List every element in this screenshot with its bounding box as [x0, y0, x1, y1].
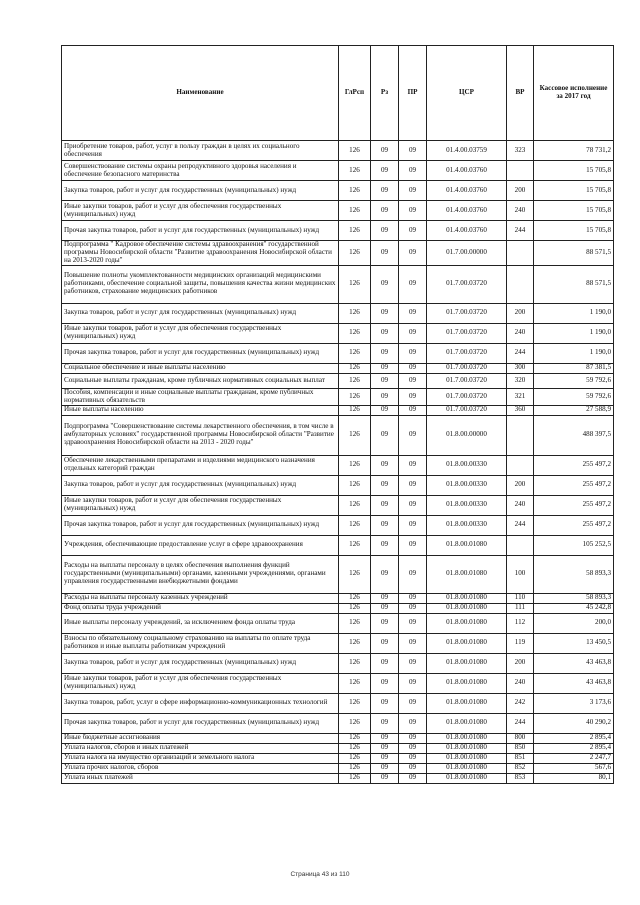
cell-amount: 255 497,2 — [534, 475, 614, 495]
cell-pr: 09 — [399, 743, 427, 753]
cell-amount: 45 242,8 — [534, 603, 614, 613]
cell-csr: 01.8.00.01080 — [427, 773, 507, 783]
cell-pr: 09 — [399, 455, 427, 475]
cell-vr: 242 — [507, 693, 534, 713]
table-row — [62, 343, 614, 363]
cell-rz: 09 — [371, 603, 399, 613]
cell-vr: 200 — [507, 181, 534, 201]
table-row — [62, 593, 614, 603]
cell-vr: 200 — [507, 653, 534, 673]
cell-amount: 1 190,0 — [534, 303, 614, 323]
table-row — [62, 475, 614, 495]
cell-csr: 01.7.00.03720 — [427, 405, 507, 415]
cell-glrsp: 126 — [339, 733, 371, 743]
cell-amount: 15 705,8 — [534, 161, 614, 181]
cell-vr: 119 — [507, 633, 534, 653]
cell-glrsp: 126 — [339, 593, 371, 603]
cell-pr: 09 — [399, 303, 427, 323]
table-row — [62, 303, 614, 323]
cell-pr: 09 — [399, 161, 427, 181]
col-header-glrsp: ГлРсп — [339, 46, 371, 141]
cell-name: Подпрограмма "Совершенствование системы лекарственного обеспечения, в том числе в амбулаторных условиях" государственной программы Новосибирской области "Развитие здравоохранения Новосибирской области на 2013 - 2020 годы" — [62, 415, 339, 455]
cell-rz: 09 — [371, 265, 399, 303]
cell-rz: 09 — [371, 555, 399, 593]
cell-glrsp: 126 — [339, 475, 371, 495]
cell-pr: 09 — [399, 673, 427, 693]
cell-vr: 200 — [507, 475, 534, 495]
cell-rz: 09 — [371, 455, 399, 475]
cell-vr: 321 — [507, 388, 534, 405]
cell-name: Иные выплаты населению — [62, 405, 339, 415]
cell-rz: 09 — [371, 343, 399, 363]
cell-amount: 15 705,8 — [534, 181, 614, 201]
cell-rz: 09 — [371, 388, 399, 405]
cell-vr: 320 — [507, 373, 534, 388]
cell-amount: 13 450,5 — [534, 633, 614, 653]
table-row — [62, 535, 614, 555]
cell-amount: 2 895,4 — [534, 743, 614, 753]
cell-name: Социальные выплаты гражданам, кроме публичных нормативных социальных выплат — [62, 373, 339, 388]
cell-glrsp: 126 — [339, 161, 371, 181]
cell-rz: 09 — [371, 495, 399, 515]
cell-rz: 09 — [371, 475, 399, 495]
cell-csr: 01.7.00.03720 — [427, 373, 507, 388]
table-row — [62, 603, 614, 613]
cell-amount: 255 497,2 — [534, 495, 614, 515]
cell-amount: 88 571,5 — [534, 265, 614, 303]
cell-glrsp: 126 — [339, 633, 371, 653]
cell-csr: 01.4.00.03760 — [427, 201, 507, 221]
col-header-pr: ПР — [399, 46, 427, 141]
cell-amount: 43 463,8 — [534, 673, 614, 693]
cell-csr: 01.7.00.00000 — [427, 241, 507, 266]
table-row — [62, 265, 614, 303]
cell-glrsp: 126 — [339, 603, 371, 613]
cell-name: Фонд оплаты труда учреждений — [62, 603, 339, 613]
cell-amount: 43 463,8 — [534, 653, 614, 673]
cell-pr: 09 — [399, 405, 427, 415]
cell-vr — [507, 265, 534, 303]
cell-pr: 09 — [399, 763, 427, 773]
cell-csr: 01.4.00.03760 — [427, 221, 507, 241]
cell-glrsp: 126 — [339, 363, 371, 373]
cell-vr — [507, 535, 534, 555]
cell-csr: 01.8.00.01080 — [427, 555, 507, 593]
cell-vr: 852 — [507, 763, 534, 773]
cell-vr: 240 — [507, 323, 534, 343]
cell-name: Закупка товаров, работ и услуг для государственных (муниципальных) нужд — [62, 303, 339, 323]
table-row — [62, 161, 614, 181]
cell-vr: 110 — [507, 593, 534, 603]
table-row — [62, 555, 614, 593]
cell-glrsp: 126 — [339, 495, 371, 515]
cell-csr: 01.8.00.01080 — [427, 713, 507, 733]
cell-csr: 01.7.00.03720 — [427, 388, 507, 405]
cell-glrsp: 126 — [339, 415, 371, 455]
table-row — [62, 733, 614, 743]
cell-name: Иные закупки товаров, работ и услуг для обеспечения государственных (муниципальных) нужд — [62, 323, 339, 343]
cell-amount: 27 588,9 — [534, 405, 614, 415]
cell-pr: 09 — [399, 141, 427, 161]
cell-glrsp: 126 — [339, 241, 371, 266]
cell-glrsp: 126 — [339, 673, 371, 693]
table-row — [62, 743, 614, 753]
cell-name: Иные закупки товаров, работ и услуг для обеспечения государственных (муниципальных) нужд — [62, 673, 339, 693]
cell-glrsp: 126 — [339, 713, 371, 733]
cell-rz: 09 — [371, 693, 399, 713]
cell-amount: 488 397,5 — [534, 415, 614, 455]
table-row — [62, 323, 614, 343]
cell-amount: 1 190,0 — [534, 323, 614, 343]
cell-name: Уплата прочих налогов, сборов — [62, 763, 339, 773]
cell-rz: 09 — [371, 763, 399, 773]
cell-vr: 100 — [507, 555, 534, 593]
cell-glrsp: 126 — [339, 303, 371, 323]
cell-vr: 112 — [507, 613, 534, 633]
cell-glrsp: 126 — [339, 405, 371, 415]
cell-amount: 255 497,2 — [534, 455, 614, 475]
cell-rz: 09 — [371, 323, 399, 343]
cell-pr: 09 — [399, 323, 427, 343]
cell-csr: 01.8.00.01080 — [427, 593, 507, 603]
col-header-rz: Рз — [371, 46, 399, 141]
cell-csr: 01.8.00.00000 — [427, 415, 507, 455]
table-row — [62, 693, 614, 713]
cell-rz: 09 — [371, 733, 399, 743]
cell-name: Прочая закупка товаров, работ и услуг для государственных (муниципальных) нужд — [62, 515, 339, 535]
cell-vr: 853 — [507, 773, 534, 783]
cell-glrsp: 126 — [339, 201, 371, 221]
cell-name: Расходы на выплаты персоналу в целях обеспечения выполнения функций государственными (муниципальными) органами, казенными учреждениями, органами управления государственными внебюджетными фондами — [62, 555, 339, 593]
cell-amount: 105 252,5 — [534, 535, 614, 555]
cell-rz: 09 — [371, 535, 399, 555]
cell-rz: 09 — [371, 633, 399, 653]
cell-vr: 244 — [507, 515, 534, 535]
cell-vr: 240 — [507, 201, 534, 221]
cell-glrsp: 126 — [339, 763, 371, 773]
cell-rz: 09 — [371, 773, 399, 783]
cell-pr: 09 — [399, 343, 427, 363]
table-header-row — [62, 46, 614, 141]
cell-glrsp: 126 — [339, 141, 371, 161]
cell-pr: 09 — [399, 388, 427, 405]
cell-csr: 01.8.00.01080 — [427, 673, 507, 693]
cell-glrsp: 126 — [339, 555, 371, 593]
cell-name: Закупка товаров, работ и услуг для государственных (муниципальных) нужд — [62, 475, 339, 495]
cell-name: Взносы по обязательному социальному страхованию на выплаты по оплате труда работников и иные выплаты работникам учреждений — [62, 633, 339, 653]
cell-name: Расходы на выплаты персоналу казенных учреждений — [62, 593, 339, 603]
cell-name: Уплата налога на имущество организаций и земельного налога — [62, 753, 339, 763]
cell-pr: 09 — [399, 201, 427, 221]
cell-vr — [507, 415, 534, 455]
cell-vr: 300 — [507, 363, 534, 373]
table-row — [62, 773, 614, 783]
cell-rz: 09 — [371, 161, 399, 181]
cell-name: Учреждения, обеспечивающие предоставление услуг в сфере здравоохранения — [62, 535, 339, 555]
cell-name: Уплата налогов, сборов и иных платежей — [62, 743, 339, 753]
cell-glrsp: 126 — [339, 373, 371, 388]
budget-table — [61, 45, 614, 784]
cell-rz: 09 — [371, 373, 399, 388]
cell-vr: 800 — [507, 733, 534, 743]
cell-csr: 01.8.00.01080 — [427, 653, 507, 673]
col-header-name: Наименование — [62, 46, 339, 141]
cell-csr: 01.7.00.03720 — [427, 265, 507, 303]
cell-pr: 09 — [399, 415, 427, 455]
cell-rz: 09 — [371, 613, 399, 633]
table-row — [62, 713, 614, 733]
cell-csr: 01.8.00.01080 — [427, 743, 507, 753]
cell-csr: 01.8.00.01080 — [427, 763, 507, 773]
cell-glrsp: 126 — [339, 265, 371, 303]
cell-glrsp: 126 — [339, 515, 371, 535]
cell-pr: 09 — [399, 773, 427, 783]
cell-glrsp: 126 — [339, 743, 371, 753]
table-row — [62, 753, 614, 763]
cell-rz: 09 — [371, 241, 399, 266]
cell-rz: 09 — [371, 141, 399, 161]
cell-name: Прочая закупка товаров, работ и услуг для государственных (муниципальных) нужд — [62, 713, 339, 733]
cell-glrsp: 126 — [339, 693, 371, 713]
cell-pr: 09 — [399, 475, 427, 495]
cell-pr: 09 — [399, 633, 427, 653]
cell-name: Уплата иных платежей — [62, 773, 339, 783]
cell-csr: 01.8.00.00330 — [427, 515, 507, 535]
cell-name: Повышение полноты укомплектованности медицинских организаций медицинскими работниками, обеспечение социальной защиты, повышения качества жизни медицинских работников, страхование медицинских работников — [62, 265, 339, 303]
cell-pr: 09 — [399, 555, 427, 593]
cell-csr: 01.7.00.03720 — [427, 363, 507, 373]
table-row — [62, 141, 614, 161]
cell-amount: 567,6 — [534, 763, 614, 773]
cell-name: Подпрограмма " Кадровое обеспечение системы здравоохранения" государственной программы Новосибирской области "Развитие здравоохранения Новосибирской области на 2013-2020 годы" — [62, 241, 339, 266]
cell-csr: 01.8.00.00330 — [427, 495, 507, 515]
cell-amount: 59 792,6 — [534, 373, 614, 388]
cell-amount: 15 705,8 — [534, 221, 614, 241]
cell-glrsp: 126 — [339, 653, 371, 673]
cell-vr: 851 — [507, 753, 534, 763]
cell-csr: 01.8.00.01080 — [427, 603, 507, 613]
cell-pr: 09 — [399, 613, 427, 633]
cell-csr: 01.8.00.01080 — [427, 613, 507, 633]
cell-name: Иные закупки товаров, работ и услуг для обеспечения государственных (муниципальных) нужд — [62, 201, 339, 221]
cell-pr: 09 — [399, 603, 427, 613]
cell-pr: 09 — [399, 221, 427, 241]
table-row — [62, 405, 614, 415]
col-header-vr: ВР — [507, 46, 534, 141]
cell-pr: 09 — [399, 535, 427, 555]
col-header-csr: ЦСР — [427, 46, 507, 141]
cell-csr: 01.7.00.03720 — [427, 303, 507, 323]
cell-name: Прочая закупка товаров, работ и услуг для государственных (муниципальных) нужд — [62, 343, 339, 363]
cell-rz: 09 — [371, 363, 399, 373]
cell-csr: 01.4.00.03760 — [427, 181, 507, 201]
table-row — [62, 241, 614, 266]
cell-glrsp: 126 — [339, 753, 371, 763]
cell-glrsp: 126 — [339, 343, 371, 363]
cell-pr: 09 — [399, 181, 427, 201]
table-row — [62, 363, 614, 373]
cell-name: Социальное обеспечение и иные выплаты населению — [62, 363, 339, 373]
cell-vr: 360 — [507, 405, 534, 415]
cell-amount: 78 731,2 — [534, 141, 614, 161]
cell-rz: 09 — [371, 181, 399, 201]
cell-name: Приобретение товаров, работ, услуг в пользу граждан в целях их социального обеспечения — [62, 141, 339, 161]
cell-pr: 09 — [399, 363, 427, 373]
col-header-amount: Кассовое исполнение за 2017 год — [534, 46, 614, 141]
cell-vr: 244 — [507, 343, 534, 363]
cell-name: Иные выплаты персоналу учреждений, за исключением фонда оплаты труда — [62, 613, 339, 633]
table-row — [62, 415, 614, 455]
cell-rz: 09 — [371, 515, 399, 535]
cell-glrsp: 126 — [339, 388, 371, 405]
cell-csr: 01.8.00.00330 — [427, 475, 507, 495]
cell-name: Закупка товаров, работ и услуг для государственных (муниципальных) нужд — [62, 653, 339, 673]
cell-vr — [507, 455, 534, 475]
table-row — [62, 653, 614, 673]
cell-vr: 111 — [507, 603, 534, 613]
cell-amount: 15 705,8 — [534, 201, 614, 221]
table-row — [62, 673, 614, 693]
cell-csr: 01.8.00.01080 — [427, 733, 507, 743]
cell-amount: 58 893,3 — [534, 593, 614, 603]
cell-glrsp: 126 — [339, 613, 371, 633]
cell-vr: 244 — [507, 713, 534, 733]
table-row — [62, 455, 614, 475]
cell-amount: 2 895,4 — [534, 733, 614, 743]
table-row — [62, 495, 614, 515]
cell-vr — [507, 241, 534, 266]
cell-pr: 09 — [399, 733, 427, 743]
cell-glrsp: 126 — [339, 181, 371, 201]
cell-glrsp: 126 — [339, 773, 371, 783]
cell-csr: 01.4.00.03760 — [427, 161, 507, 181]
cell-csr: 01.8.00.01080 — [427, 693, 507, 713]
cell-amount: 3 173,6 — [534, 693, 614, 713]
cell-rz: 09 — [371, 753, 399, 763]
cell-csr: 01.8.00.01080 — [427, 633, 507, 653]
cell-csr: 01.4.00.03759 — [427, 141, 507, 161]
cell-pr: 09 — [399, 713, 427, 733]
cell-rz: 09 — [371, 743, 399, 753]
table-row — [62, 515, 614, 535]
cell-rz: 09 — [371, 673, 399, 693]
cell-glrsp: 126 — [339, 455, 371, 475]
cell-csr: 01.7.00.03720 — [427, 343, 507, 363]
cell-glrsp: 126 — [339, 221, 371, 241]
cell-name: Закупка товаров, работ, услуг в сфере информационно-коммуникационных технологий — [62, 693, 339, 713]
cell-amount: 87 381,5 — [534, 363, 614, 373]
cell-csr: 01.8.00.01080 — [427, 535, 507, 555]
table-row — [62, 388, 614, 405]
cell-rz: 09 — [371, 653, 399, 673]
cell-amount: 40 290,2 — [534, 713, 614, 733]
cell-pr: 09 — [399, 495, 427, 515]
cell-rz: 09 — [371, 303, 399, 323]
cell-amount: 255 497,2 — [534, 515, 614, 535]
cell-amount: 59 792,6 — [534, 388, 614, 405]
cell-rz: 09 — [371, 405, 399, 415]
table-row — [62, 201, 614, 221]
cell-vr: 244 — [507, 221, 534, 241]
cell-csr: 01.7.00.03720 — [427, 323, 507, 343]
cell-vr — [507, 161, 534, 181]
cell-name: Прочая закупка товаров, работ и услуг для государственных (муниципальных) нужд — [62, 221, 339, 241]
page-footer: Страница 43 из 110 — [290, 871, 350, 878]
cell-name: Закупка товаров, работ и услуг для государственных (муниципальных) нужд — [62, 181, 339, 201]
cell-pr: 09 — [399, 693, 427, 713]
table-row — [62, 613, 614, 633]
cell-vr: 200 — [507, 303, 534, 323]
table-row — [62, 633, 614, 653]
cell-vr: 240 — [507, 495, 534, 515]
cell-pr: 09 — [399, 753, 427, 763]
cell-rz: 09 — [371, 221, 399, 241]
cell-pr: 09 — [399, 265, 427, 303]
cell-name: Совершенствование системы охраны репродуктивного здоровья населения и обеспечение безопасного материнства — [62, 161, 339, 181]
cell-amount: 200,0 — [534, 613, 614, 633]
cell-amount: 58 893,3 — [534, 555, 614, 593]
cell-pr: 09 — [399, 241, 427, 266]
cell-name: Пособия, компенсации и иные социальные выплаты гражданам, кроме публичных нормативных обязательств — [62, 388, 339, 405]
cell-pr: 09 — [399, 515, 427, 535]
cell-rz: 09 — [371, 593, 399, 603]
table-row — [62, 221, 614, 241]
cell-csr: 01.8.00.01080 — [427, 753, 507, 763]
cell-amount: 80,1 — [534, 773, 614, 783]
cell-glrsp: 126 — [339, 535, 371, 555]
cell-pr: 09 — [399, 373, 427, 388]
cell-rz: 09 — [371, 713, 399, 733]
cell-amount: 2 247,7 — [534, 753, 614, 763]
cell-name: Иные закупки товаров, работ и услуг для обеспечения государственных (муниципальных) нужд — [62, 495, 339, 515]
cell-name: Иные бюджетные ассигнования — [62, 733, 339, 743]
cell-glrsp: 126 — [339, 323, 371, 343]
cell-vr: 850 — [507, 743, 534, 753]
table-row — [62, 763, 614, 773]
cell-amount: 1 190,0 — [534, 343, 614, 363]
cell-vr: 240 — [507, 673, 534, 693]
cell-name: Обеспечение лекарственными препаратами и изделиями медицинского назначения отдельных категорий граждан — [62, 455, 339, 475]
cell-pr: 09 — [399, 593, 427, 603]
cell-amount: 88 571,5 — [534, 241, 614, 266]
table-row — [62, 181, 614, 201]
cell-vr: 323 — [507, 141, 534, 161]
cell-csr: 01.8.00.00330 — [427, 455, 507, 475]
cell-pr: 09 — [399, 653, 427, 673]
table-row — [62, 373, 614, 388]
cell-rz: 09 — [371, 415, 399, 455]
cell-rz: 09 — [371, 201, 399, 221]
